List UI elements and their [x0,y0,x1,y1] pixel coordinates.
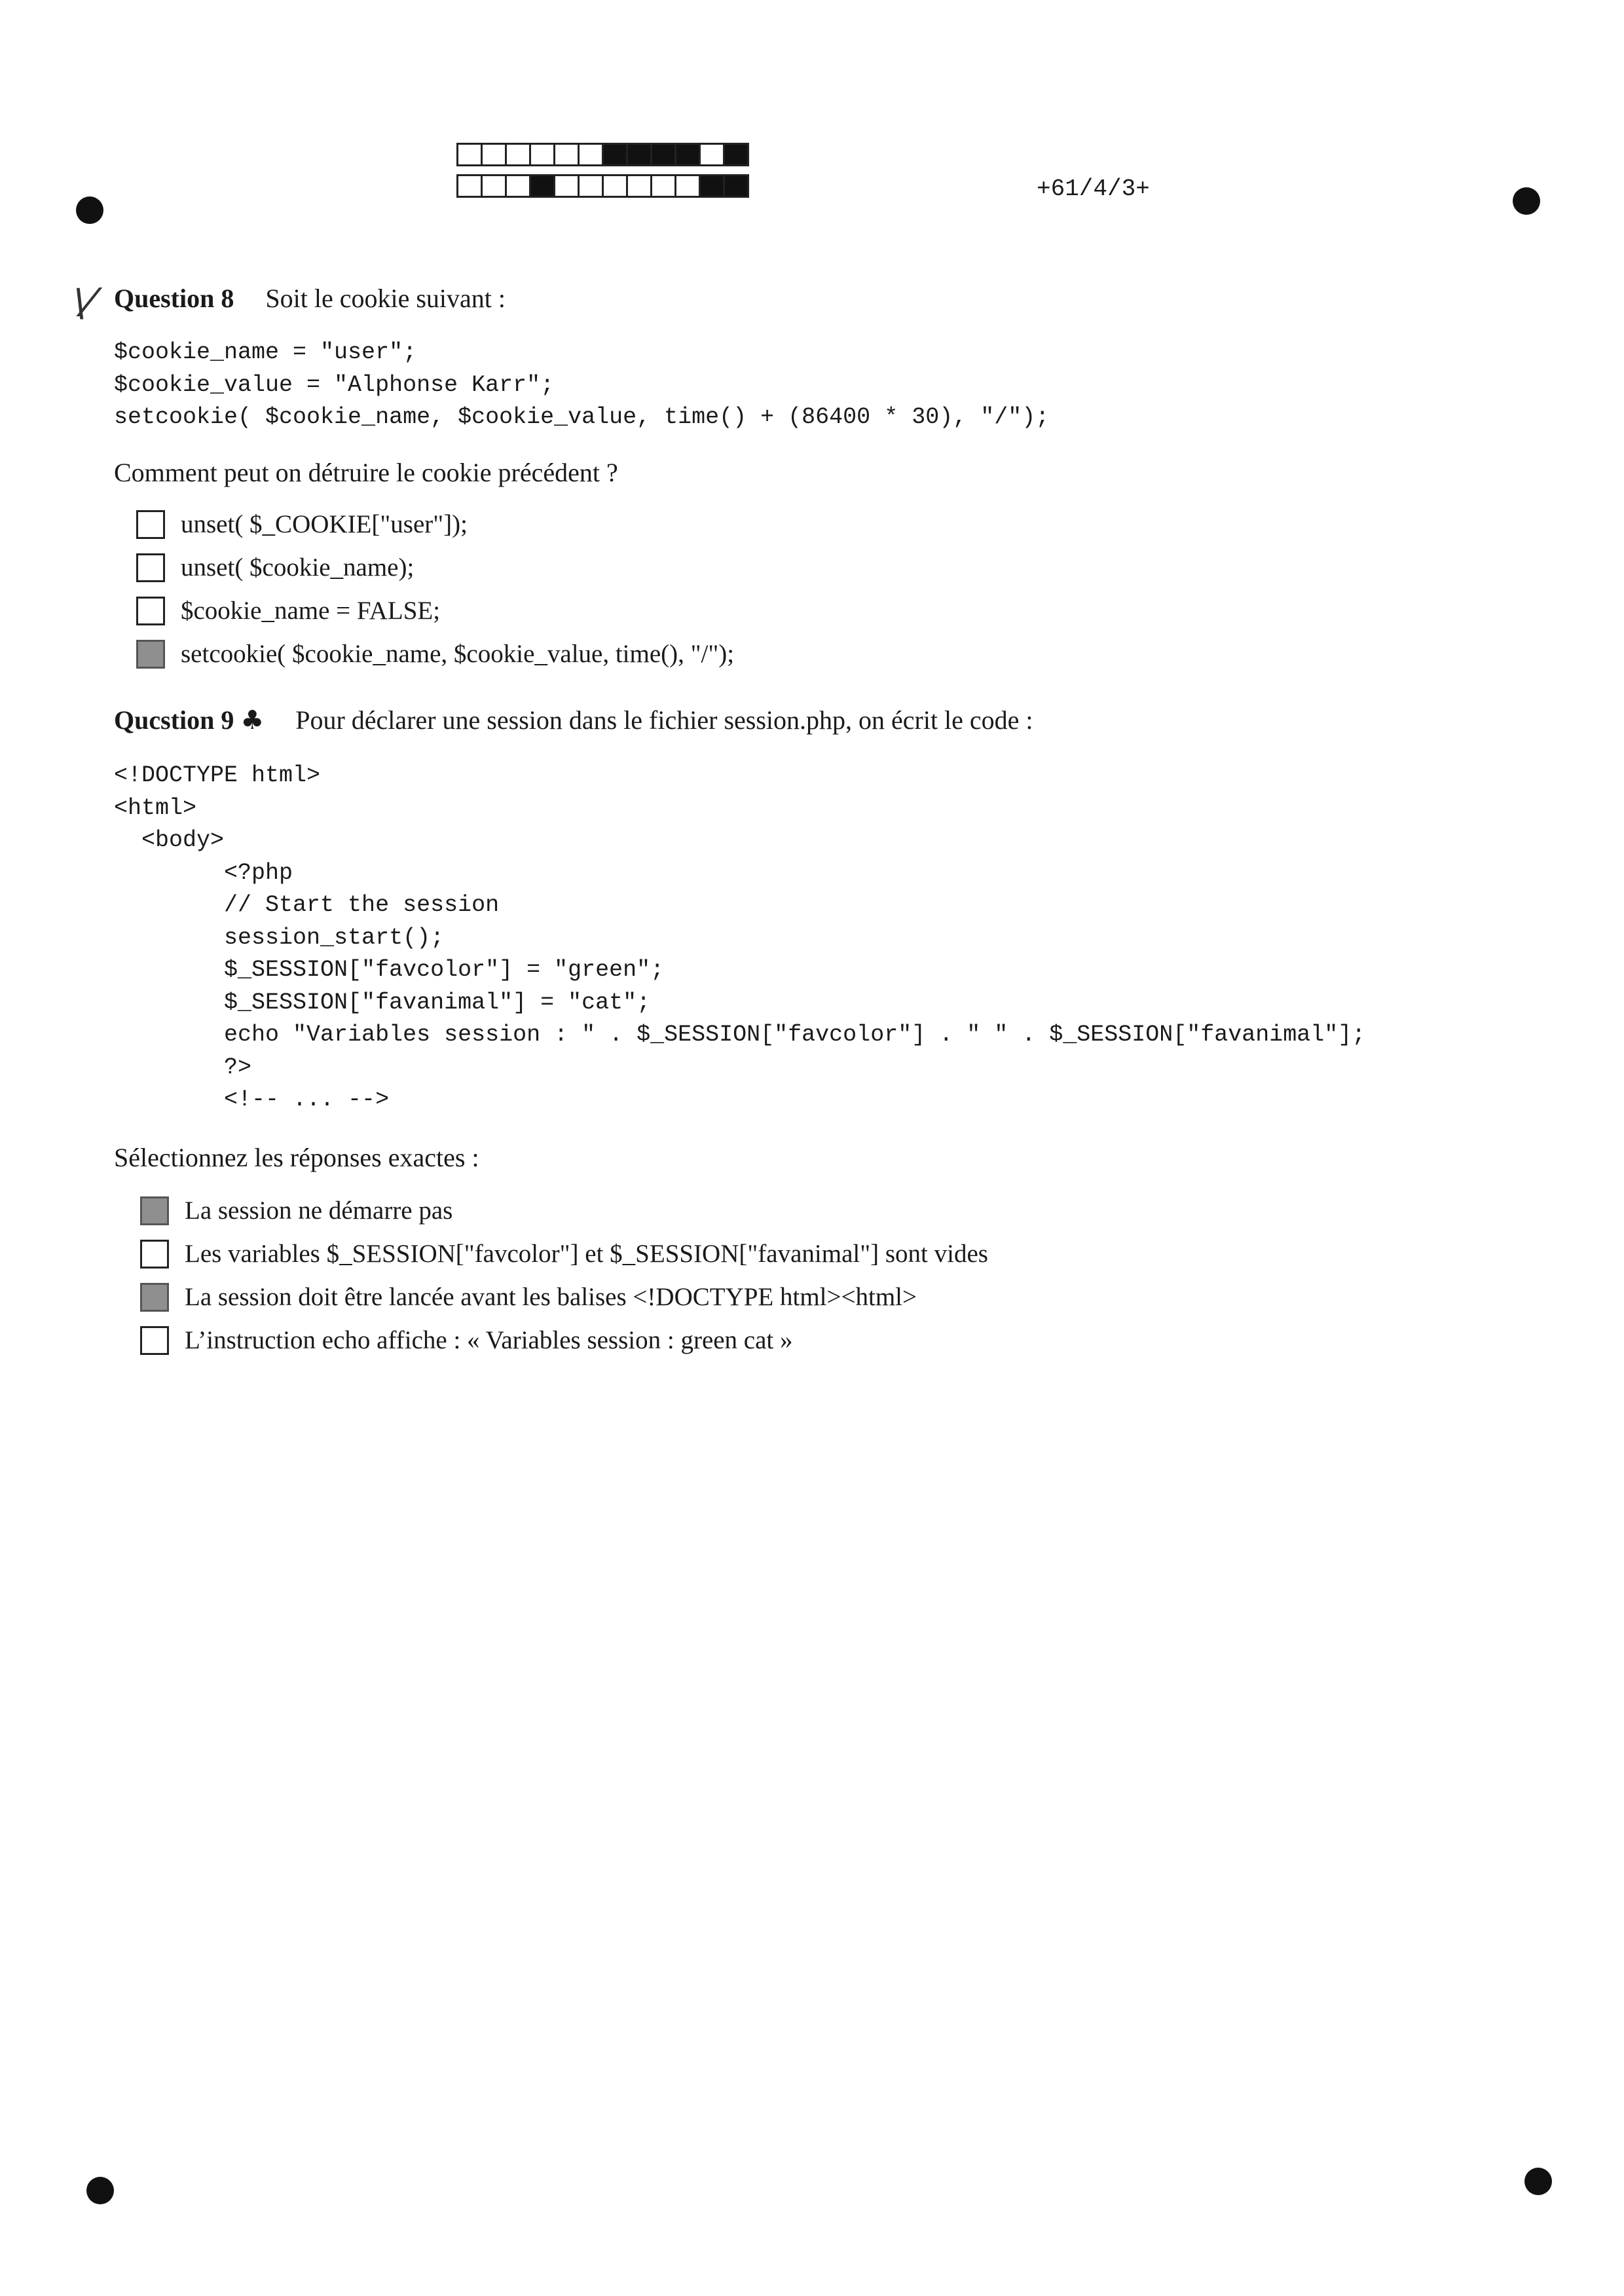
question-9-option-2[interactable] [140,1239,988,1268]
barcode-cell [456,143,483,166]
question-9-prompt: Pour déclarer une session dans le fichier session.php, on écrit le code : [295,705,1033,735]
barcode-cell [481,174,507,198]
question-8-prompt: Soit le cookie suivant : [265,284,506,313]
club-icon: ♣ [240,705,265,735]
option-text: L’instruction echo affiche : « Variables session : green cat » [185,1326,793,1354]
barcode-cell [723,143,749,166]
question-8-option-3[interactable] [136,596,440,625]
question-9-code: <!DOCTYPE html> <html> <body> <?php // Start the session session_start(); $_SESSION["favcolor"] = "green"; $_SESSION["favanimal"] = "cat"; echo "Variables session : " . $_SESSION["favcolor"] . " " . $_SESSION["favanimal"]; ?> <!-- ... --> [114,762,1366,1113]
barcode-cell [553,143,580,166]
option-text: La session ne démarre pas [185,1196,453,1225]
barcode-cell [602,143,628,166]
registration-mark-bottom-right [1524,2168,1552,2195]
option-text: unset( $_COOKIE["user"]); [181,510,468,538]
barcode-cell [626,174,652,198]
option-text: unset( $cookie_name); [181,553,415,582]
registration-mark-bottom-left [86,2177,114,2204]
barcode-cell [505,174,531,198]
checkbox[interactable] [140,1283,169,1312]
barcode-cell [650,143,676,166]
handwritten-mark: \⁄ [73,280,93,325]
question-8-label: Question 8 [114,284,234,313]
question-9-header [114,705,1033,735]
question-8-option-2[interactable] [136,553,414,582]
barcode-cell [650,174,676,198]
question-9-option-4[interactable] [140,1325,793,1355]
registration-mark-top-right [1513,187,1540,215]
question-9-option-3[interactable] [140,1282,917,1312]
barcode-cell [699,174,725,198]
checkbox[interactable] [136,510,165,539]
question-9-label: Qucstion 9 [114,705,234,735]
barcode-cell [529,174,555,198]
barcode-cell [674,143,701,166]
barcode-row-1 [458,143,749,166]
barcode-cell [505,143,531,166]
option-text: La session doit être lancée avant les balises <!DOCTYPE html><html> [185,1283,917,1311]
barcode-cell [481,143,507,166]
question-9-question: Sélectionnez les réponses exactes : [114,1143,479,1172]
barcode-cell [626,143,652,166]
question-8-question: Comment peut on détruire le cookie précédent ? [114,458,618,487]
question-8-option-1[interactable] [136,509,468,539]
barcode-cell [529,143,555,166]
option-text: setcookie( $cookie_name, $cookie_value, time(), "/"); [181,640,735,668]
checkbox[interactable] [136,553,165,582]
option-text: $cookie_name = FALSE; [181,597,441,625]
option-text: Les variables $_SESSION["favcolor"] et $_SESSION["favanimal"] sont vides [185,1240,988,1268]
barcode-cell [578,143,604,166]
checkbox[interactable] [136,597,165,625]
barcode-cell [723,174,749,198]
checkbox[interactable] [140,1240,169,1268]
barcode-cell [456,174,483,198]
question-8-code: $cookie_name = "user"; $cookie_value = "Alphonse Karr"; setcookie( $cookie_name, $cookie_value, time() + (86400 * 30), "/"); [114,339,1050,430]
registration-mark-top-left [76,196,103,224]
checkbox[interactable] [136,640,165,669]
checkbox[interactable] [140,1196,169,1225]
checkbox[interactable] [140,1326,169,1355]
barcode-row-2 [458,174,749,198]
barcode-cell [699,143,725,166]
question-8-option-4[interactable] [136,639,734,669]
barcode-cell [578,174,604,198]
question-9-option-1[interactable] [140,1196,452,1225]
page-id: +61/4/3+ [1037,176,1150,202]
barcode-cell [674,174,701,198]
barcode-cell [553,174,580,198]
barcode-cell [602,174,628,198]
question-8-header [114,283,506,314]
